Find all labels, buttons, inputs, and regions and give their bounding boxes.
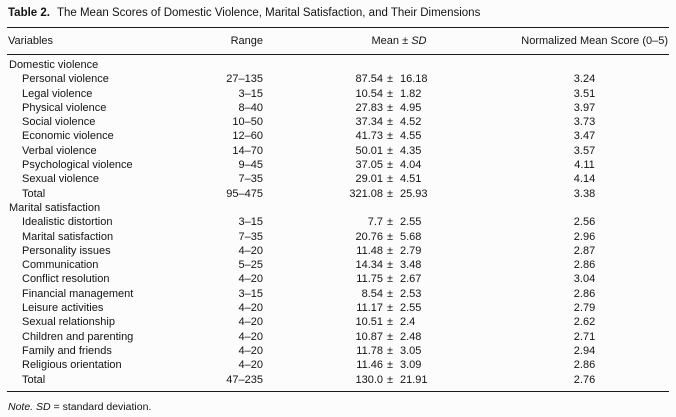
table-row bbox=[7, 129, 669, 143]
header-row bbox=[7, 28, 669, 55]
table-row bbox=[7, 144, 669, 158]
cell-variable: Leisure activities bbox=[22, 302, 104, 315]
cell-mean-sd bbox=[266, 373, 460, 392]
cell-mean-sd bbox=[266, 187, 460, 201]
mean-value: 130.0 bbox=[355, 373, 383, 386]
cell-variable: Conflict resolution bbox=[22, 273, 110, 286]
plus-minus-sign: ± bbox=[386, 216, 394, 229]
cell-mean-sd bbox=[266, 230, 460, 244]
sd-value: 1.82 bbox=[400, 87, 422, 100]
cell-mean-sd bbox=[266, 344, 460, 358]
cell-range bbox=[182, 201, 266, 215]
sd-value: 2.4 bbox=[400, 316, 416, 329]
cell-variable: Total bbox=[22, 187, 46, 200]
table-row bbox=[7, 272, 669, 286]
cell-normalized: 2.56 bbox=[573, 216, 596, 229]
cell-variable: Religious orientation bbox=[22, 359, 122, 372]
col-header-mean-sd bbox=[266, 28, 460, 55]
cell-normalized: 2.86 bbox=[573, 287, 596, 300]
table-note bbox=[7, 392, 669, 414]
mean-value: 11.75 bbox=[356, 273, 383, 286]
table-row bbox=[7, 330, 669, 344]
mean-value: 7.7 bbox=[367, 216, 383, 229]
table-row bbox=[7, 72, 669, 86]
table-row bbox=[7, 344, 669, 358]
mean-value: 10.54 bbox=[355, 87, 383, 100]
cell-mean-sd bbox=[266, 101, 460, 115]
plus-minus-sign: ± bbox=[386, 173, 394, 186]
cell-range: 47–235 bbox=[226, 373, 263, 386]
cell-variable: Personal violence bbox=[22, 73, 109, 86]
cell-normalized: 2.71 bbox=[573, 330, 596, 343]
col-header-normalized: Normalized Mean Score (0–5) bbox=[460, 28, 669, 55]
table-row bbox=[7, 158, 669, 172]
cell-normalized: 3.97 bbox=[573, 101, 596, 114]
table-row bbox=[7, 172, 669, 186]
mean-value: 321.08 bbox=[349, 187, 383, 200]
cell-normalized: 2.94 bbox=[573, 344, 596, 357]
table-row bbox=[7, 230, 669, 244]
cell-variable: Legal violence bbox=[22, 87, 93, 100]
mean-value: 11.17 bbox=[356, 302, 383, 315]
cell-variable: Idealistic distortion bbox=[22, 216, 113, 229]
col-header-variables: Variables bbox=[7, 28, 182, 55]
table-row bbox=[7, 358, 669, 372]
cell-mean-sd bbox=[266, 87, 460, 101]
sd-value: 2.53 bbox=[400, 287, 422, 300]
cell-normalized: 2.79 bbox=[573, 302, 596, 315]
cell-variable: Total bbox=[22, 373, 46, 386]
plus-minus-sign: ± bbox=[386, 73, 394, 86]
cell-mean-sd bbox=[266, 72, 460, 86]
sd-value: 2.55 bbox=[400, 216, 422, 229]
cell-normalized bbox=[460, 55, 669, 73]
table-row bbox=[7, 87, 669, 101]
sd-value: 2.55 bbox=[400, 302, 422, 315]
sd-value: 16.18 bbox=[400, 73, 428, 86]
cell-range: 3–15 bbox=[238, 216, 263, 229]
mean-value: 27.83 bbox=[355, 101, 383, 114]
cell-mean-sd bbox=[266, 201, 460, 215]
table-row bbox=[7, 101, 669, 115]
cell-mean-sd bbox=[266, 330, 460, 344]
plus-minus-sign: ± bbox=[386, 359, 394, 372]
plus-minus-sign: ± bbox=[386, 244, 394, 257]
cell-normalized: 3.04 bbox=[573, 273, 596, 286]
plus-minus-sign: ± bbox=[386, 187, 394, 200]
cell-mean-sd bbox=[266, 144, 460, 158]
sd-value: 3.09 bbox=[400, 359, 422, 372]
cell-variable: Domestic violence bbox=[9, 59, 99, 71]
cell-range: 8–40 bbox=[238, 101, 263, 114]
table-row bbox=[7, 187, 669, 201]
section-row bbox=[7, 201, 669, 215]
cell-normalized: 2.86 bbox=[573, 359, 596, 372]
table-row bbox=[7, 301, 669, 315]
cell-normalized: 3.51 bbox=[573, 87, 596, 100]
cell-range: 3–15 bbox=[238, 87, 263, 100]
plus-minus-sign: ± bbox=[386, 230, 394, 243]
mean-value: 50.01 bbox=[355, 144, 383, 157]
cell-normalized: 2.96 bbox=[573, 230, 596, 243]
mean-value: 29.01 bbox=[355, 173, 383, 186]
cell-variable: Verbal violence bbox=[22, 144, 97, 157]
note-label: Note. bbox=[8, 400, 34, 413]
sd-value: 4.52 bbox=[400, 116, 422, 129]
sd-value: 2.48 bbox=[400, 330, 422, 343]
cell-variable: Personality issues bbox=[22, 244, 111, 257]
cell-mean-sd bbox=[266, 287, 460, 301]
mean-value: 37.05 bbox=[355, 159, 383, 172]
cell-variable: Sexual violence bbox=[22, 173, 100, 186]
note-text: = standard deviation. bbox=[53, 400, 152, 413]
table-title bbox=[7, 3, 669, 27]
mean-value: 14.34 bbox=[355, 259, 383, 272]
cell-variable: Communication bbox=[22, 259, 99, 272]
cell-mean-sd bbox=[266, 215, 460, 229]
sd-value: 21.91 bbox=[400, 373, 428, 386]
mean-value: 10.87 bbox=[355, 330, 383, 343]
cell-variable: Marital satisfaction bbox=[9, 201, 101, 214]
cell-range: 7–35 bbox=[238, 173, 263, 186]
table-row bbox=[7, 215, 669, 229]
plus-minus-sign: ± bbox=[386, 159, 394, 172]
table-caption: The Mean Scores of Domestic Violence, Marital Satisfaction, and Their Dimensions bbox=[56, 7, 481, 19]
section-row bbox=[7, 55, 669, 73]
sd-value: 3.48 bbox=[400, 259, 422, 272]
plus-minus-sign: ± bbox=[386, 316, 394, 329]
cell-range: 5–25 bbox=[238, 259, 263, 272]
cell-range: 95–475 bbox=[226, 187, 263, 200]
cell-mean-sd bbox=[266, 172, 460, 186]
table-row bbox=[7, 287, 669, 301]
plus-minus-sign: ± bbox=[386, 287, 394, 300]
plus-minus-sign: ± bbox=[386, 259, 394, 272]
cell-normalized: 3.57 bbox=[573, 144, 596, 157]
cell-normalized: 3.47 bbox=[573, 130, 596, 143]
cell-normalized bbox=[460, 201, 669, 215]
cell-range: 4–20 bbox=[238, 316, 263, 329]
cell-range: 27–135 bbox=[226, 73, 263, 86]
cell-range: 4–20 bbox=[238, 302, 263, 315]
cell-mean-sd bbox=[266, 272, 460, 286]
cell-normalized: 3.24 bbox=[573, 73, 596, 86]
cell-mean-sd bbox=[266, 129, 460, 143]
plus-minus-sign: ± bbox=[386, 373, 394, 386]
sd-value: 2.67 bbox=[400, 273, 422, 286]
plus-minus-sign: ± bbox=[402, 35, 409, 47]
col-header-range: Range bbox=[182, 28, 266, 55]
cell-variable: Social violence bbox=[22, 116, 96, 129]
cell-range: 4–20 bbox=[238, 273, 263, 286]
cell-range: 10–50 bbox=[232, 116, 263, 129]
cell-range: 9–45 bbox=[238, 159, 263, 172]
cell-normalized: 3.38 bbox=[573, 187, 596, 200]
sd-value: 4.51 bbox=[400, 173, 422, 186]
cell-mean-sd bbox=[266, 244, 460, 258]
cell-normalized: 4.14 bbox=[573, 173, 596, 186]
cell-range: 4–20 bbox=[238, 244, 263, 257]
plus-minus-sign: ± bbox=[386, 330, 394, 343]
mean-value: 11.46 bbox=[356, 359, 383, 372]
table-row bbox=[7, 244, 669, 258]
plus-minus-sign: ± bbox=[386, 144, 394, 157]
cell-range bbox=[182, 55, 266, 73]
note-sd-abbr: SD bbox=[36, 400, 51, 413]
table-row bbox=[7, 258, 669, 272]
cell-mean-sd bbox=[266, 301, 460, 315]
data-table bbox=[7, 27, 669, 392]
mean-value: 11.78 bbox=[356, 344, 383, 357]
cell-normalized: 2.86 bbox=[573, 259, 596, 272]
sd-value: 2.79 bbox=[400, 244, 422, 257]
plus-minus-sign: ± bbox=[386, 273, 394, 286]
cell-variable: Physical violence bbox=[22, 101, 107, 114]
cell-mean-sd bbox=[266, 115, 460, 129]
mean-value: 41.73 bbox=[355, 130, 383, 143]
sd-value: 25.93 bbox=[400, 187, 428, 200]
cell-variable: Sexual relationship bbox=[22, 316, 115, 329]
plus-minus-sign: ± bbox=[386, 116, 394, 129]
mean-value: 10.51 bbox=[355, 316, 383, 329]
cell-normalized: 4.11 bbox=[574, 159, 595, 172]
mean-label: Mean bbox=[371, 35, 400, 47]
sd-value: 4.55 bbox=[400, 130, 422, 143]
cell-mean-sd bbox=[266, 55, 460, 73]
cell-normalized: 2.87 bbox=[573, 244, 596, 257]
plus-minus-sign: ± bbox=[386, 344, 394, 357]
plus-minus-sign: ± bbox=[386, 302, 394, 315]
sd-value: 5.68 bbox=[400, 230, 422, 243]
mean-value: 8.54 bbox=[361, 287, 383, 300]
cell-variable: Financial management bbox=[22, 287, 134, 300]
sd-value: 4.95 bbox=[400, 101, 422, 114]
table-row bbox=[7, 373, 669, 392]
cell-range: 3–15 bbox=[238, 287, 263, 300]
cell-mean-sd bbox=[266, 258, 460, 272]
sd-value: 4.35 bbox=[400, 144, 422, 157]
mean-value: 11.48 bbox=[356, 244, 383, 257]
cell-variable: Family and friends bbox=[22, 344, 112, 357]
cell-range: 14–70 bbox=[232, 144, 263, 157]
plus-minus-sign: ± bbox=[386, 101, 394, 114]
cell-normalized: 2.76 bbox=[573, 373, 596, 386]
cell-range: 4–20 bbox=[238, 344, 263, 357]
sd-value: 4.04 bbox=[400, 159, 422, 172]
cell-mean-sd bbox=[266, 358, 460, 372]
mean-value: 37.34 bbox=[355, 116, 383, 129]
cell-mean-sd bbox=[266, 158, 460, 172]
cell-range: 4–20 bbox=[238, 359, 263, 372]
mean-value: 20.76 bbox=[355, 230, 383, 243]
sd-label: SD bbox=[411, 35, 427, 47]
cell-mean-sd bbox=[266, 315, 460, 329]
cell-range: 7–35 bbox=[238, 230, 263, 243]
table-number: Table 2. bbox=[8, 7, 50, 19]
cell-normalized: 3.73 bbox=[573, 116, 596, 129]
cell-variable: Marital satisfaction bbox=[22, 230, 114, 243]
plus-minus-sign: ± bbox=[386, 87, 394, 100]
cell-variable: Psychological violence bbox=[22, 159, 133, 172]
plus-minus-sign: ± bbox=[386, 130, 394, 143]
cell-normalized: 2.62 bbox=[573, 316, 596, 329]
sd-value: 3.05 bbox=[400, 344, 422, 357]
cell-range: 4–20 bbox=[238, 330, 263, 343]
cell-variable: Economic violence bbox=[22, 130, 114, 143]
mean-value: 87.54 bbox=[355, 73, 383, 86]
cell-range: 12–60 bbox=[232, 130, 263, 143]
cell-variable: Children and parenting bbox=[22, 330, 134, 343]
table-body bbox=[7, 55, 669, 392]
table-row bbox=[7, 115, 669, 129]
table-row bbox=[7, 315, 669, 329]
